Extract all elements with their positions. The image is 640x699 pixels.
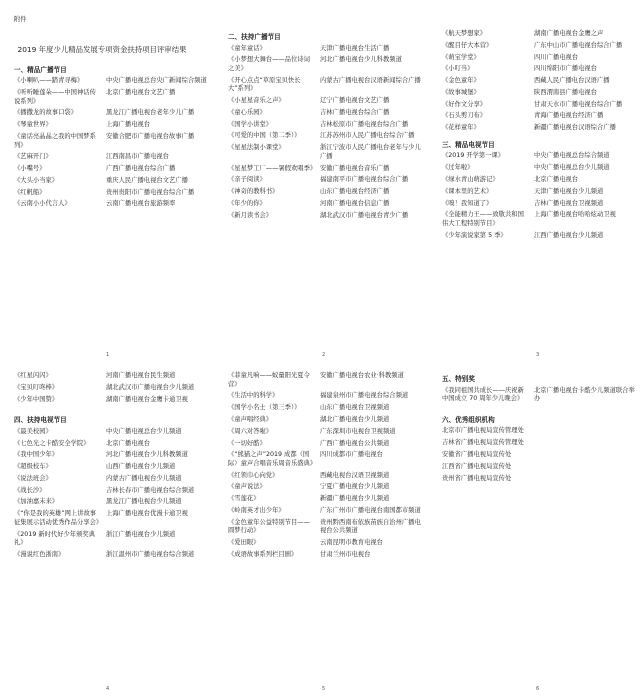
organization-item: 安徽省广播电视局宣传处: [442, 451, 512, 459]
program-name: 《年少的你》: [228, 199, 266, 207]
program-name: 《周六对答啦》: [228, 427, 273, 435]
program-name: 《小叮当》: [442, 65, 474, 73]
producing-unit: 山东广播电视台卫视频道: [320, 404, 390, 412]
producing-unit: 湖北武汉市广播电视台少儿频道: [106, 383, 195, 391]
producing-unit: 四川广播电视台: [534, 53, 579, 61]
award-row: [228, 132, 426, 141]
award-row: [14, 463, 212, 472]
program-name: 《小嘴号》: [14, 165, 46, 173]
award-row: [228, 551, 426, 560]
producing-unit: 福建南平市广播电视台综合广播: [320, 176, 409, 184]
producing-unit: 广西广播电视台公共频道: [320, 439, 390, 447]
producing-unit: 江西广播电视台少儿频道: [534, 231, 604, 239]
program-name: 《最美校园》: [14, 427, 52, 435]
producing-unit: 河南广播电视台民生频道: [106, 372, 176, 379]
award-list: [432, 387, 640, 404]
award-row: [228, 519, 426, 536]
producing-unit: 陕西渭南县广播电视台: [534, 88, 597, 96]
award-row: [228, 483, 426, 492]
producing-unit: 山东广播电视台经济广播: [320, 188, 390, 196]
producing-unit: 河南广播电视台信息广播: [320, 199, 390, 207]
award-row: [14, 189, 212, 198]
program-name: 《全能精力王——致敬共和国伟大工程特别节目》: [442, 211, 524, 227]
award-list: [432, 30, 640, 133]
organization-list: [432, 427, 640, 484]
award-row: [228, 539, 426, 548]
producing-unit: 宁夏广播电视台少儿频道: [320, 483, 390, 491]
award-row: [14, 475, 212, 484]
producing-unit: 中央广播电视总台央广新闻综合频道: [106, 77, 207, 85]
program-name: 《星星梦工厂——暑假欢唱季》: [228, 164, 317, 172]
award-row: [228, 507, 426, 516]
producing-unit: 中央广播电视总台综合频道: [534, 152, 610, 160]
award-row: [14, 396, 212, 405]
producing-unit: 吉林广播电视台综合广播: [320, 108, 390, 116]
program-name: 《少年中国赞》: [14, 395, 59, 403]
award-row: [14, 498, 212, 507]
award-list: [218, 45, 426, 221]
producing-unit: 江西南昌市广播电视台: [106, 153, 169, 161]
award-row: [228, 188, 426, 197]
award-row: [442, 30, 640, 39]
producing-unit: 甘肃兰州市电视台: [320, 550, 371, 558]
program-name: 《绿水青山萌游记》: [442, 176, 499, 183]
producing-unit: 北京广播电视台: [534, 176, 579, 183]
producing-unit: 广东广州市广播电视台南国都市频道: [320, 507, 421, 514]
award-list: [4, 77, 212, 209]
award-row: [14, 200, 212, 209]
award-row: [442, 152, 640, 161]
program-name: 《好作文分享》: [442, 100, 487, 108]
section-heading: 五、特别奖: [442, 375, 475, 383]
award-row: [228, 428, 426, 437]
award-row: [228, 495, 426, 504]
producing-unit: 中央广播电视总台少儿频道: [106, 427, 182, 435]
program-name: 《漫说红色浙南》: [14, 550, 65, 558]
producing-unit: 黑龙江广播电视台少儿频道: [106, 498, 182, 506]
program-name: 《可爱的中国（第二季）》: [228, 132, 301, 140]
award-row: [442, 54, 640, 63]
program-name: 《宝贝叮咚棒》: [14, 383, 59, 391]
producing-unit: 天津广播电视台生活广播: [320, 44, 390, 52]
program-name: 《红领巾心向党》: [228, 471, 279, 479]
award-row: [14, 153, 212, 162]
producing-unit: 安徽广播电视台农业·科教频道: [320, 372, 404, 379]
award-row: [228, 109, 426, 118]
award-row: [442, 89, 640, 98]
award-row: [14, 440, 212, 449]
program-name: 《星星法制小课堂》: [228, 144, 285, 152]
award-row: [228, 144, 426, 161]
program-name: 《小星星音乐之声》: [228, 97, 285, 105]
award-row: [14, 109, 212, 118]
award-row: [14, 531, 212, 548]
award-list: [432, 152, 640, 240]
producing-unit: 广东深圳市电视台卫视频道: [320, 427, 396, 435]
producing-unit: 云南昆明市教育电视台: [320, 539, 383, 547]
award-row: [442, 124, 640, 133]
award-row: [14, 133, 212, 150]
producing-unit: 福建泉州市广播电视台综合频道: [320, 392, 409, 400]
program-name: 《艺麻开门》: [14, 153, 52, 161]
program-name: 《课本里的艺术》: [442, 187, 493, 195]
program-name: 《爱田眼》: [228, 539, 260, 547]
award-row: [14, 451, 212, 460]
award-row: [442, 232, 640, 241]
page-mark: 3: [536, 352, 540, 358]
award-row: [14, 121, 212, 130]
program-name: 《故事城堡》: [442, 88, 480, 96]
producing-unit: 上海广播电视台优漫卡通卫视: [106, 510, 188, 518]
award-row: [228, 165, 426, 174]
award-row: [442, 77, 640, 86]
organization-item: 江西省广播电视局宣传处: [442, 463, 512, 471]
program-name: 《说法班会》: [14, 474, 52, 482]
page-mark: 2: [322, 352, 326, 358]
program-name: 《2019 新时代好少年颁奖典礼》: [14, 530, 95, 547]
producing-unit: 吉林广播电视台卫视频道: [534, 199, 604, 207]
attachment-label: 附件: [14, 16, 27, 23]
award-list: [218, 372, 426, 560]
program-name: 《加油嘉未来》: [14, 498, 59, 506]
award-row: [14, 428, 212, 437]
document-title: 2019 年度少儿精品发展专项资金扶持项目评审结果: [17, 45, 187, 54]
producing-unit: 山西广播电视台少儿频道: [106, 463, 176, 471]
program-name: 《我中国少年》: [14, 451, 59, 459]
producing-unit: 河北广播电视台少儿科教频道: [106, 451, 188, 459]
program-name: 《2019 开学第一课》: [442, 152, 505, 160]
document-page-2: [218, 30, 426, 224]
award-row: [14, 487, 212, 496]
award-row: [14, 165, 212, 174]
program-name: 《开心点点“草原宝贝快长大”系列》: [228, 76, 301, 93]
document-page-4: [4, 372, 212, 563]
award-row: [442, 176, 640, 185]
award-row: [14, 89, 212, 106]
program-name: 《大头小当家》: [14, 176, 59, 184]
program-name: 《萌宝学堂》: [442, 53, 480, 61]
producing-unit: 上海广播电视台: [106, 121, 151, 129]
producing-unit: 西藏人民广播电台汉语广播: [534, 77, 610, 85]
page-mark: 1: [106, 352, 110, 358]
program-name: 《菲童凡响——蚁量阳光夏令营》: [228, 372, 310, 388]
program-name: 《过年啦》: [442, 164, 474, 172]
program-name: 《一切好酷》: [228, 439, 266, 447]
program-name: 《播撒龙的故事口袋》: [14, 109, 77, 117]
award-row: [14, 177, 212, 186]
award-row: [14, 372, 212, 381]
document-page-3: [432, 30, 640, 244]
award-row: [14, 77, 212, 86]
award-row: [442, 112, 640, 121]
award-row: [442, 188, 640, 197]
award-row: [442, 164, 640, 173]
award-row: [14, 551, 212, 560]
organization-item: 吉林省广播电视局宣传管理处: [442, 439, 524, 447]
section-heading: 六、优秀组织机构: [442, 415, 495, 424]
producing-unit: 安徽广播电视台音乐广播: [320, 164, 390, 172]
producing-unit: 吉林长春市广播电视台综合频道: [106, 486, 195, 494]
program-name: 《小喇叭——踏青寻梅》: [14, 77, 84, 85]
producing-unit: 重庆人民广播电视台文艺广播: [106, 176, 188, 184]
producing-unit: 中央广播电视总台少儿频道: [534, 164, 610, 172]
program-name: 《成语故事系列栏目剧》: [228, 550, 298, 558]
award-row: [228, 212, 426, 221]
program-name: 《童心乐园》: [228, 108, 266, 116]
section-heading: 一、精品广播节目: [14, 65, 67, 74]
award-row: [442, 101, 640, 110]
document-page-1: [4, 30, 212, 212]
section-heading: 三、精品电视节目: [442, 140, 495, 149]
award-row: [442, 387, 640, 404]
producing-unit: 新疆广播电视台少儿频道: [320, 495, 390, 503]
organization-item: 北京市广播电视局宣传管理处: [442, 427, 524, 435]
program-name: 《“你是我的英雄”网上讲故事征集展示活动优秀作品分享会》: [14, 510, 103, 526]
producing-unit: 吉林松原市广播电视台综合广播: [320, 120, 409, 128]
producing-unit: 浙江温州市广播电视台综合频道: [106, 550, 195, 558]
producing-unit: 北京广播电视台卡酷少儿频道联合举办: [534, 386, 635, 403]
document-page-5: [218, 372, 426, 563]
producing-unit: 黑龙江广播电视台老年少儿广播: [106, 109, 195, 117]
program-name: 《石头剪刀布》: [442, 112, 487, 120]
program-name: 《云南小小代言人》: [14, 200, 71, 208]
award-row: [228, 45, 426, 54]
award-row: [228, 451, 426, 468]
award-row: [228, 200, 426, 209]
producing-unit: 甘肃天水市广播电视台综合广播: [534, 100, 623, 108]
program-name: 《金色童年公益特别节目——圆梦行动》: [228, 518, 310, 535]
producing-unit: 青海广播电视台经济广播: [534, 112, 604, 120]
program-name: 《金色童年》: [442, 77, 480, 85]
producing-unit: 内蒙古广播电视台少儿频道: [106, 474, 182, 482]
producing-unit: 辽宁广播电视台文艺广播: [320, 97, 390, 105]
program-name: 《“熊猫之声”2019 成都（国际）童声合唱音乐周音乐盛典》: [228, 451, 317, 467]
program-name: 《童话亮晶晶之我的中国梦系列》: [14, 132, 96, 149]
award-row: [228, 121, 426, 130]
producing-unit: 河北广播电视台少儿科教频道: [320, 56, 402, 64]
program-name: 《我同祖国共成长——庆祝新中国成立 70 周年少儿晚会》: [442, 386, 524, 403]
producing-unit: 北京广播电视台文艺广播: [106, 88, 176, 96]
producing-unit: 四川成都市广播电视台: [320, 451, 383, 459]
producing-unit: 天津广播电视台少儿频道: [534, 187, 604, 195]
award-row: [442, 200, 640, 209]
award-row: [228, 97, 426, 106]
program-name: 《醒目仔大本营》: [442, 41, 493, 49]
producing-unit: 上海广播电视台哈哈炫动卫视: [534, 211, 616, 219]
page-mark: 4: [106, 686, 110, 692]
program-name: 《红星闪闪》: [14, 372, 52, 379]
program-name: 《超级校车》: [14, 463, 52, 471]
award-row: [228, 77, 426, 94]
program-name: 《嗅！我知道了》: [442, 199, 493, 207]
producing-unit: 浙江宁波市人民广播电台老年与少儿广播: [320, 144, 421, 160]
producing-unit: 浙江广播电视台少儿频道: [106, 530, 176, 538]
producing-unit: 新疆广播电视台汉语综合广播: [534, 124, 616, 132]
producing-unit: 内蒙古广播电视台汉语新闻综合广播: [320, 76, 421, 84]
producing-unit: 湖北武汉市广播电视台青少广播: [320, 211, 409, 219]
award-row: [228, 176, 426, 185]
program-name: 《童声唱经典》: [228, 415, 273, 423]
program-name: 《国学小名士（第三季）》: [228, 404, 301, 412]
program-name: 《岭南英才出少年》: [228, 507, 285, 514]
program-name: 《琴童世界》: [14, 121, 52, 129]
program-name: 《花样童年》: [442, 124, 480, 132]
award-row: [14, 510, 212, 527]
award-row: [228, 404, 426, 413]
producing-unit: 西藏电视台汉语卫视频道: [320, 471, 390, 479]
award-row: [228, 416, 426, 425]
program-name: 《生活中的科学》: [228, 392, 279, 400]
program-name: 《童声说法》: [228, 483, 266, 491]
program-name: 《听听睡莲朵——中国神话传说系列》: [14, 88, 96, 105]
award-row: [442, 65, 640, 74]
program-name: 《雪莲花》: [228, 495, 260, 503]
section-heading: 二、扶持广播节目: [228, 33, 281, 41]
award-row: [228, 56, 426, 73]
producing-unit: 湖南广播电视台金鹰之声: [534, 30, 604, 37]
producing-unit: 四川绵阳市广播电视台: [534, 65, 597, 73]
producing-unit: 北京广播电视台: [106, 439, 151, 447]
award-list: [4, 428, 212, 560]
section-heading: 四、扶持电视节目: [14, 416, 67, 425]
award-list: [4, 372, 212, 404]
producing-unit: 湖南广播电视台金鹰卡通卫视: [106, 395, 188, 403]
award-row: [228, 392, 426, 401]
program-name: 《新月读书会》: [228, 211, 273, 219]
award-row: [442, 211, 640, 228]
program-name: 《少年演说家第 5 季》: [442, 231, 507, 239]
producing-unit: 广西广播电视台综合广播: [106, 165, 176, 173]
producing-unit: 贵州黔西南布依族苗族自治州广播电视台公共频道: [320, 518, 421, 535]
program-name: 《红帆船》: [14, 188, 46, 196]
producing-unit: 湖北广播电视台少儿频道: [320, 415, 390, 423]
program-name: 《神奇的教科书》: [228, 188, 279, 196]
program-name: 《小梦想大舞台——品位诗词之美》: [228, 56, 310, 72]
award-row: [228, 372, 426, 389]
document-page-6: [432, 372, 640, 487]
program-name: 《国学小讲堂》: [228, 120, 273, 128]
program-name: 《战长沙》: [14, 486, 46, 494]
program-name: 《亲子阅读》: [228, 176, 266, 184]
award-row: [228, 440, 426, 449]
program-name: 《七色光之卡酷安全学院》: [14, 439, 90, 447]
producing-unit: 云南广播电视台旅游频率: [106, 200, 176, 208]
page-mark: 5: [322, 686, 326, 692]
program-name: 《航天梦想家》: [442, 30, 487, 37]
award-row: [14, 384, 212, 393]
organization-item: 贵州省广播电视局宣传处: [442, 475, 512, 483]
award-row: [442, 42, 640, 51]
page-mark: 6: [536, 686, 540, 692]
producing-unit: 江苏苏州市人民广播电台综合广播: [320, 132, 415, 140]
producing-unit: 广东中山市广播电视台综合广播: [534, 41, 623, 49]
producing-unit: 贵州贵阳市广播电视台综合广播: [106, 188, 195, 196]
producing-unit: 安徽合肥市广播电视台故事广播: [106, 132, 195, 140]
program-name: 《童年童话》: [228, 44, 266, 52]
award-row: [228, 472, 426, 481]
